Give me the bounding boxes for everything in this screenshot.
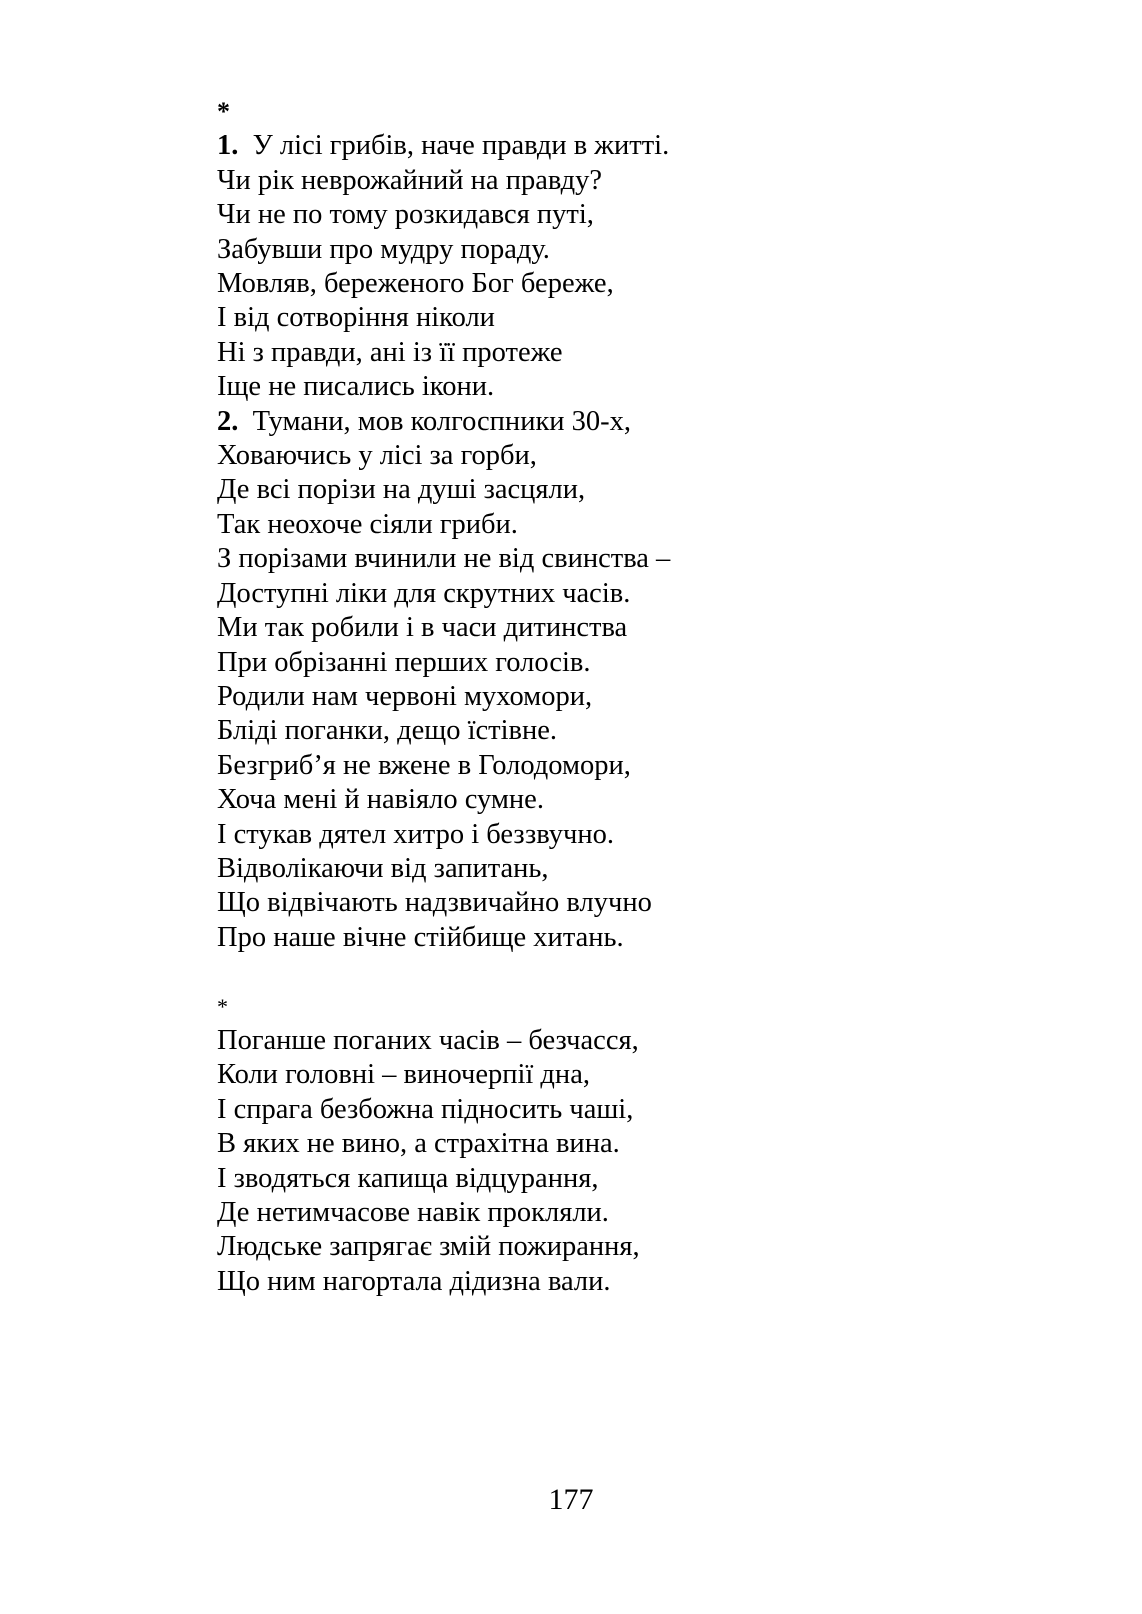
page-number: 177 — [548, 1483, 594, 1516]
poem-line: Ховаючись у лісі за горби, — [217, 440, 537, 472]
poem-line: Де всі порізи на душі засцяли, — [217, 474, 586, 506]
poem-line: І від сотворіння ніколи — [217, 302, 495, 334]
poem-line: Родили нам червоні мухомори, — [217, 680, 593, 712]
poem-line: Людське запрягає змій пожирання, — [217, 1231, 640, 1263]
poem-line: І стукав дятел хитро і беззвучно. — [217, 818, 614, 850]
poem-line: Відволікаючи від запитань, — [217, 852, 549, 884]
poem-line: Поганше поганих часів – безчасся, — [217, 1024, 639, 1056]
poem-text — [217, 95, 937, 1299]
poem-separator-star: * — [217, 97, 230, 126]
poem-line: Ми так робили і в часи дитинства — [217, 612, 628, 644]
poem-line: І зводяться капища відцурання, — [217, 1162, 599, 1194]
poem-line: Бліді поганки, дещо їстівне. — [217, 715, 558, 747]
poem-line: Де нетимчасове навік прокляли. — [217, 1196, 609, 1228]
poem-line: Чи рік неврожайний на правду? — [217, 164, 602, 196]
poem-line: Про наше вічне стійбище хитань. — [217, 921, 624, 953]
poem-line: Коли головні – виночерпії дна, — [217, 1059, 590, 1091]
section-number: 1. — [217, 130, 239, 162]
poem-line: І спрага безбожна підносить чаші, — [217, 1093, 634, 1125]
poem-line: Доступні ліки для скрутних часів. — [217, 577, 631, 609]
poem-line: Хоча мені й навіяло сумне. — [217, 784, 544, 816]
stanza-gap — [217, 955, 937, 989]
poem-line: Іще не писались ікони. — [217, 371, 495, 403]
poem-line: В яких не вино, а страхітна вина. — [217, 1128, 620, 1160]
poem-line — [217, 129, 937, 163]
section-number: 2. — [217, 405, 239, 437]
poem-line: Безгриб’я не вжене в Голодомори, — [217, 749, 631, 781]
poem-line-text: У лісі грибів, наче правди в житті. — [252, 130, 670, 162]
poem-line: Що ним нагортала дідизна вали. — [217, 1265, 611, 1297]
poem-line: Забувши про мудру пораду. — [217, 233, 550, 265]
poem-line: Так неохоче сіяли гриби. — [217, 508, 518, 540]
poem-line-text: Тумани, мов колгоспники 30-х, — [252, 405, 632, 437]
poem-line: Мовляв, береженого Бог береже, — [217, 268, 614, 300]
poem-line — [217, 405, 937, 439]
poem-separator-star: * — [217, 993, 228, 1019]
poem-line: Що відвічають надзвичайно влучно — [217, 887, 652, 919]
poem-line: При обрізанні перших голосів. — [217, 646, 591, 678]
poem-line: З порізами вчинили не від свинства – — [217, 543, 671, 575]
poem-line: Чи не по тому розкидався путі, — [217, 199, 594, 231]
poem-line: Ні з правди, ані із її протеже — [217, 336, 563, 368]
